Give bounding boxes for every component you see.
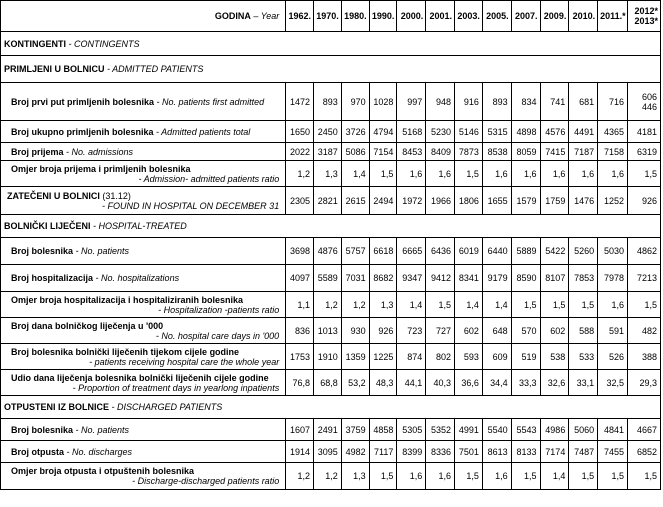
table-cell-value: 2615	[341, 187, 369, 215]
table-cell-value: 5168	[397, 121, 426, 143]
row-label: Udio dana liječenja bolesnika bolnički liječenih cijele godine - Proportion of treatment days in yearlong inpatients	[1, 370, 286, 396]
table-cell-value: 7853	[569, 265, 598, 292]
table-cell-value: 1,4	[455, 292, 483, 318]
row-label: Broj prvi put primljenih bolesnika - No. patients first admitted	[1, 83, 286, 121]
table-cell-value: 53,2	[341, 370, 369, 396]
table-cell-value: 6665	[397, 238, 426, 265]
table-cell-value: 3759	[341, 419, 369, 441]
row-label: Broj hospitalizacija - No. hospitalizations	[1, 265, 286, 292]
table-cell-value: 1,2	[286, 463, 314, 490]
year-1990: 1990.	[369, 1, 397, 32]
section-discharged: OTPUSTENI IZ BOLNICE - DISCHARGED PATIENTS	[1, 396, 661, 419]
table-cell-value: 1,3	[314, 161, 342, 187]
table-cell-value: 40,3	[426, 370, 455, 396]
year-2000: 2000.	[397, 1, 426, 32]
table-row	[1, 121, 661, 143]
table-cell-value: 893	[314, 83, 342, 121]
table-cell-value: 3095	[314, 441, 342, 463]
table-cell-value: 7187	[569, 143, 598, 161]
table-row	[1, 187, 661, 215]
table-cell-value: 7978	[598, 265, 628, 292]
table-cell-value: 2491	[314, 419, 342, 441]
table-cell-value: 5422	[540, 238, 569, 265]
table-cell-value: 1579	[511, 187, 540, 215]
table-cell-value: 7487	[569, 441, 598, 463]
table-cell-value: 1,6	[426, 463, 455, 490]
table-cell-value: 6618	[369, 238, 397, 265]
table-row	[1, 370, 661, 396]
table-cell-value: 5146	[455, 121, 483, 143]
table-cell-value: 32,6	[540, 370, 569, 396]
section-hospital-treated: BOLNIČKI LIJEČENI - HOSPITAL-TREATED	[1, 215, 661, 238]
table-cell-value: 5757	[341, 238, 369, 265]
table-cell-value: 482	[628, 318, 661, 344]
table-cell-value: 1,5	[369, 161, 397, 187]
table-cell-value: 1,4	[341, 161, 369, 187]
table-cell-value: 648	[482, 318, 511, 344]
table-cell-value: 948	[426, 83, 455, 121]
table-cell-value: 1966	[426, 187, 455, 215]
table-cell-value: 5030	[598, 238, 628, 265]
table-cell-value: 7501	[455, 441, 483, 463]
row-label: Broj prijema - No. admissions	[1, 143, 286, 161]
table-cell-value: 1,5	[511, 463, 540, 490]
table-cell-value: 1650	[286, 121, 314, 143]
table-cell-value: 1359	[341, 344, 369, 370]
table-cell-value: 1,6	[482, 161, 511, 187]
table-cell-value: 606 446	[628, 83, 661, 121]
table-cell-value: 4862	[628, 238, 661, 265]
table-cell-value: 7455	[598, 441, 628, 463]
year-2009: 2009.	[540, 1, 569, 32]
table-cell-value: 1,5	[369, 463, 397, 490]
row-label: Omjer broja prijema i primljenih bolesnika - Admission- admitted patients ratio	[1, 161, 286, 187]
table-cell-value: 7174	[540, 441, 569, 463]
row-label: Broj ukupno primljenih bolesnika - Admitted patients total	[1, 121, 286, 143]
table-cell-value: 1,6	[598, 292, 628, 318]
table-cell-value: 4898	[511, 121, 540, 143]
table-cell-value: 5889	[511, 238, 540, 265]
table-cell-value: 34,4	[482, 370, 511, 396]
table-cell-value: 4181	[628, 121, 661, 143]
row-label: Broj bolesnika - No. patients	[1, 419, 286, 441]
table-cell-value: 5315	[482, 121, 511, 143]
table-cell-value: 8682	[369, 265, 397, 292]
table-cell-value: 7415	[540, 143, 569, 161]
table-cell-value: 893	[482, 83, 511, 121]
table-cell-value: 1759	[540, 187, 569, 215]
table-row	[1, 463, 661, 490]
year-2001: 2001.	[426, 1, 455, 32]
table-cell-value: 6319	[628, 143, 661, 161]
table-cell-value: 388	[628, 344, 661, 370]
table-cell-value: 29,3	[628, 370, 661, 396]
table-cell-value: 926	[369, 318, 397, 344]
table-cell-value: 1,2	[341, 292, 369, 318]
year-2007: 2007.	[511, 1, 540, 32]
table-cell-value: 1,2	[314, 463, 342, 490]
table-cell-value: 7158	[598, 143, 628, 161]
table-cell-value: 9412	[426, 265, 455, 292]
table-cell-value: 1,6	[397, 161, 426, 187]
table-cell-value: 1910	[314, 344, 342, 370]
table-cell-value: 533	[569, 344, 598, 370]
table-cell-value: 723	[397, 318, 426, 344]
row-label: Broj dana bolničkog liječenja u '000 - No. hospital care days in '000	[1, 318, 286, 344]
table-cell-value: 1607	[286, 419, 314, 441]
section-admitted: PRIMLJENI U BOLNICU - ADMITTED PATIENTS	[1, 56, 661, 83]
table-cell-value: 1972	[397, 187, 426, 215]
table-cell-value: 916	[455, 83, 483, 121]
table-cell-value: 2305	[286, 187, 314, 215]
table-cell-value: 1,4	[482, 292, 511, 318]
table-cell-value: 48,3	[369, 370, 397, 396]
table-row	[1, 265, 661, 292]
table-cell-value: 4982	[341, 441, 369, 463]
table-cell-value: 1,5	[628, 463, 661, 490]
table-cell-value: 1,6	[540, 161, 569, 187]
table-cell-value: 36,6	[455, 370, 483, 396]
table-cell-value: 593	[455, 344, 483, 370]
table-cell-value: 5260	[569, 238, 598, 265]
table-cell-value: 2494	[369, 187, 397, 215]
table-cell-value: 570	[511, 318, 540, 344]
table-cell-value: 5543	[511, 419, 540, 441]
table-cell-value: 6852	[628, 441, 661, 463]
table-cell-value: 2022	[286, 143, 314, 161]
year-1962: 1962.	[286, 1, 314, 32]
table-cell-value: 519	[511, 344, 540, 370]
table-cell-value: 2450	[314, 121, 342, 143]
table-cell-value: 1,4	[397, 292, 426, 318]
table-cell-value: 33,1	[569, 370, 598, 396]
table-cell-value: 1,1	[286, 292, 314, 318]
table-cell-value: 1,5	[628, 292, 661, 318]
table-cell-value: 1,5	[455, 463, 483, 490]
table-cell-value: 1,6	[598, 161, 628, 187]
table-row	[1, 441, 661, 463]
table-cell-value: 4365	[598, 121, 628, 143]
table-cell-value: 9347	[397, 265, 426, 292]
table-cell-value: 8059	[511, 143, 540, 161]
year-2012-2013: 2012* 2013*	[628, 1, 661, 32]
table-cell-value: 1,5	[455, 161, 483, 187]
table-cell-value: 1,6	[426, 161, 455, 187]
table-cell-value: 5305	[397, 419, 426, 441]
table-cell-value: 930	[341, 318, 369, 344]
table-cell-value: 3726	[341, 121, 369, 143]
table-cell-value: 7117	[369, 441, 397, 463]
row-label: ZATEČENI U BOLNICI (31.12) - FOUND IN HOSPITAL ON DECEMBER 31	[1, 187, 286, 215]
table-cell-value: 1,6	[482, 463, 511, 490]
table-cell-value: 4841	[598, 419, 628, 441]
table-cell-value: 602	[540, 318, 569, 344]
table-cell-value: 3187	[314, 143, 342, 161]
table-cell-value: 602	[455, 318, 483, 344]
year-2005: 2005.	[482, 1, 511, 32]
table-cell-value: 2821	[314, 187, 342, 215]
year-2010: 2010.	[569, 1, 598, 32]
table-cell-value: 802	[426, 344, 455, 370]
table-cell-value: 526	[598, 344, 628, 370]
table-cell-value: 8538	[482, 143, 511, 161]
table-cell-value: 4491	[569, 121, 598, 143]
table-cell-value: 5230	[426, 121, 455, 143]
table-cell-value: 1,5	[569, 463, 598, 490]
table-cell-value: 716	[598, 83, 628, 121]
table-cell-value: 44,1	[397, 370, 426, 396]
table-cell-value: 9179	[482, 265, 511, 292]
row-label: Omjer broja otpusta i otpuštenih bolesnika - Discharge-discharged patients ratio	[1, 463, 286, 490]
table-cell-value: 5589	[314, 265, 342, 292]
year-1980: 1980.	[341, 1, 369, 32]
table-cell-value: 68,8	[314, 370, 342, 396]
table-row	[1, 238, 661, 265]
header-row	[1, 1, 661, 32]
table-cell-value: 836	[286, 318, 314, 344]
table-cell-value: 1,6	[397, 463, 426, 490]
table-cell-value: 1028	[369, 83, 397, 121]
year-2003: 2003.	[455, 1, 483, 32]
row-label: Broj otpusta - No. discharges	[1, 441, 286, 463]
table-cell-value: 8107	[540, 265, 569, 292]
table-cell-value: 4576	[540, 121, 569, 143]
table-cell-value: 33,3	[511, 370, 540, 396]
section-contingents: KONTINGENTI - CONTINGENTS	[1, 32, 661, 56]
year-1970: 1970.	[314, 1, 342, 32]
table-cell-value: 588	[569, 318, 598, 344]
table-cell-value: 834	[511, 83, 540, 121]
row-label: Broj bolesnika - No. patients	[1, 238, 286, 265]
table-cell-value: 8341	[455, 265, 483, 292]
table-cell-value: 538	[540, 344, 569, 370]
row-label: Broj bolesnika bolnički liječenih tijekom cijele godine - patients receiving hospital care the whole year	[1, 344, 286, 370]
table-cell-value: 8590	[511, 265, 540, 292]
table-cell-value: 1,2	[286, 161, 314, 187]
table-cell-value: 3698	[286, 238, 314, 265]
table-cell-value: 1013	[314, 318, 342, 344]
table-cell-value: 1476	[569, 187, 598, 215]
table-cell-value: 4667	[628, 419, 661, 441]
table-cell-value: 76,8	[286, 370, 314, 396]
table-cell-value: 1,6	[569, 161, 598, 187]
table-cell-value: 8613	[482, 441, 511, 463]
table-cell-value: 8399	[397, 441, 426, 463]
table-cell-value: 4858	[369, 419, 397, 441]
table-cell-value: 681	[569, 83, 598, 121]
table-cell-value: 6019	[455, 238, 483, 265]
table-row	[1, 161, 661, 187]
table-cell-value: 1806	[455, 187, 483, 215]
table-cell-value: 926	[628, 187, 661, 215]
table-cell-value: 1753	[286, 344, 314, 370]
table-cell-value: 1225	[369, 344, 397, 370]
table-row	[1, 83, 661, 121]
table-cell-value: 1,5	[569, 292, 598, 318]
table-row	[1, 292, 661, 318]
table-row	[1, 419, 661, 441]
table-cell-value: 970	[341, 83, 369, 121]
table-cell-value: 8409	[426, 143, 455, 161]
year-header: GODINA – Year	[1, 1, 286, 32]
table-row	[1, 344, 661, 370]
table-cell-value: 8133	[511, 441, 540, 463]
table-cell-value: 8336	[426, 441, 455, 463]
table-cell-value: 1,6	[511, 161, 540, 187]
table-cell-value: 6440	[482, 238, 511, 265]
table-cell-value: 1,4	[540, 463, 569, 490]
table-cell-value: 1,5	[540, 292, 569, 318]
table-cell-value: 4986	[540, 419, 569, 441]
row-label: Omjer broja hospitalizacija i hospitaliziranih bolesnika - Hospitalization -patients ratio	[1, 292, 286, 318]
table-cell-value: 1,5	[628, 161, 661, 187]
table-cell-value: 5086	[341, 143, 369, 161]
table-cell-value: 5060	[569, 419, 598, 441]
table-cell-value: 1,5	[598, 463, 628, 490]
table-cell-value: 874	[397, 344, 426, 370]
table-cell-value: 7154	[369, 143, 397, 161]
table-cell-value: 5352	[426, 419, 455, 441]
table-cell-value: 1914	[286, 441, 314, 463]
table-cell-value: 1252	[598, 187, 628, 215]
table-cell-value: 4991	[455, 419, 483, 441]
table-cell-value: 591	[598, 318, 628, 344]
year-2011: 2011.*	[598, 1, 628, 32]
table-cell-value: 1,3	[341, 463, 369, 490]
table-cell-value: 1,5	[511, 292, 540, 318]
table-cell-value: 1,3	[369, 292, 397, 318]
table-cell-value: 5540	[482, 419, 511, 441]
table-cell-value: 741	[540, 83, 569, 121]
table-cell-value: 7873	[455, 143, 483, 161]
table-cell-value: 609	[482, 344, 511, 370]
table-cell-value: 4097	[286, 265, 314, 292]
table-cell-value: 727	[426, 318, 455, 344]
table-cell-value: 4876	[314, 238, 342, 265]
table-cell-value: 32,5	[598, 370, 628, 396]
table-cell-value: 7031	[341, 265, 369, 292]
table-cell-value: 1,2	[314, 292, 342, 318]
table-row	[1, 318, 661, 344]
table-cell-value: 1655	[482, 187, 511, 215]
table-cell-value: 1,5	[426, 292, 455, 318]
table-cell-value: 6436	[426, 238, 455, 265]
table-cell-value: 1472	[286, 83, 314, 121]
table-cell-value: 4794	[369, 121, 397, 143]
table-cell-value: 8453	[397, 143, 426, 161]
table-row	[1, 143, 661, 161]
table-cell-value: 997	[397, 83, 426, 121]
table-cell-value: 7213	[628, 265, 661, 292]
